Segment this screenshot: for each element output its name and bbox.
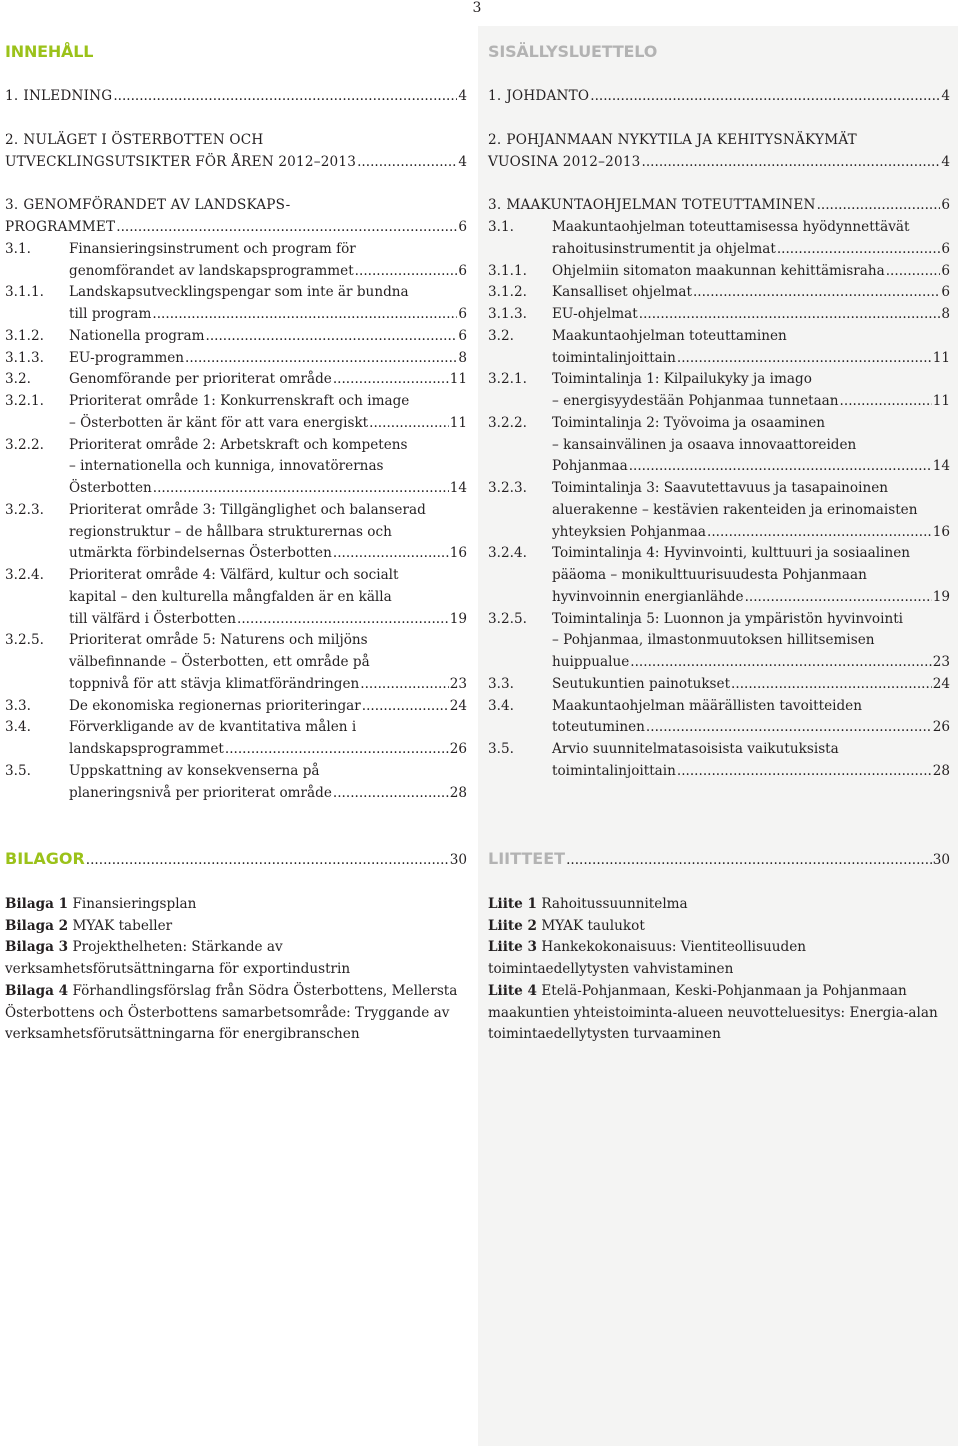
leader-dots — [369, 413, 449, 435]
toc-line — [5, 674, 467, 696]
section-title: Prioriterat område 4: Välfärd, kultur och socialt — [69, 567, 399, 583]
leader-dots — [693, 282, 940, 304]
toc-entry[interactable] — [488, 413, 950, 478]
toc-entry[interactable] — [5, 369, 467, 391]
section-title: landskapsprogrammet — [69, 741, 224, 757]
leader-dots — [566, 850, 932, 872]
toc-line — [5, 261, 467, 283]
toc-entry[interactable] — [5, 195, 467, 239]
toc-line — [488, 435, 950, 457]
section-number: 3.1. — [488, 219, 514, 235]
appendix-item[interactable] — [488, 981, 950, 1046]
section-title: pääoma – monikulttuurisuudesta Pohjanmaan — [552, 567, 867, 583]
toc-line — [488, 609, 950, 631]
appendix-label: Bilaga 3 — [5, 939, 69, 956]
section-title: Uppskattning av konsekvenserna på — [69, 762, 320, 779]
section-title: PROGRAMMET — [5, 219, 116, 235]
page-ref: 4 — [941, 88, 950, 104]
section-title: Landskapsutvecklingspengar som inte är bundna — [69, 284, 409, 301]
page-ref: 6 — [941, 240, 950, 257]
appendix-text: Rahoitussuunnitelma — [537, 895, 688, 912]
section-title: Prioriterat område 1: Konkurrenskraft och image — [69, 393, 410, 409]
toc-line — [5, 761, 467, 783]
leader-dots — [677, 761, 932, 783]
toc-line — [5, 783, 467, 805]
toc-line — [5, 652, 467, 674]
toc-line — [488, 543, 950, 565]
page-ref: 4 — [458, 88, 467, 104]
section-title: Toimintalinja 5: Luonnon ja ympäristön hyvinvointi — [552, 610, 904, 627]
leader-dots — [590, 86, 940, 108]
section-number: 1. — [488, 88, 502, 104]
toc-line — [488, 587, 950, 609]
toc-entry[interactable] — [5, 565, 467, 630]
section-title: Prioriterat område 5: Naturens och miljöns — [69, 632, 368, 649]
section-title: Prioriterat område 2: Arbetskraft och kompetens — [69, 436, 408, 453]
toc-line — [488, 86, 950, 108]
toc-line — [5, 522, 467, 544]
section-number: 3.1. — [5, 240, 31, 257]
section-title: – internationella och kunniga, innovatörernas — [69, 458, 384, 475]
section-title: yhteyksien Pohjanmaa — [552, 523, 707, 540]
leader-dots — [360, 674, 448, 696]
appendix-heading: LIITTEET — [488, 849, 566, 868]
leader-dots — [777, 239, 941, 261]
leader-dots — [237, 609, 449, 631]
section-number: 3. — [488, 197, 502, 214]
page-ref: 24 — [932, 675, 950, 692]
toc-entry[interactable] — [488, 369, 950, 413]
toc-line — [488, 696, 950, 718]
toc-entry[interactable] — [488, 696, 950, 740]
toc-entry[interactable] — [488, 261, 950, 283]
toc-entry[interactable] — [488, 217, 950, 261]
toc-entry[interactable] — [5, 435, 467, 500]
toc-entry[interactable] — [488, 543, 950, 608]
leader-dots — [639, 304, 941, 326]
section-title: Finansieringsinstrument och program för — [69, 240, 356, 257]
page-ref: 8 — [458, 349, 467, 366]
appendix-label: Liite 4 — [488, 982, 538, 999]
section-title: – Österbotten är känt för att vara energiskt — [69, 414, 369, 431]
toc-entry[interactable] — [488, 130, 950, 174]
toc-entry[interactable] — [488, 86, 950, 108]
page-number: 3 — [472, 0, 482, 16]
toc-entry[interactable] — [5, 348, 467, 370]
section-title: Maakuntaohjelman määrällisten tavoitteiden — [552, 697, 862, 714]
section-number: 3. — [5, 197, 19, 214]
toc-line — [5, 717, 467, 739]
page-ref: 24 — [449, 697, 467, 714]
leader-dots — [333, 783, 449, 805]
toc-line — [488, 282, 950, 304]
section-title: GENOMFÖRANDET AV LANDSKAPS- — [23, 197, 291, 214]
toc-line — [5, 478, 467, 500]
leader-dots — [206, 326, 458, 348]
section-number: 3.4. — [5, 719, 31, 736]
appendix-heading-line[interactable] — [5, 848, 467, 872]
section-title: Toimintalinja 3: Saavutettavuus ja tasapainoinen — [552, 480, 889, 496]
section-title: rahoitusinstrumentit ja ohjelmat — [552, 240, 776, 257]
page-ref: 6 — [458, 306, 467, 322]
toc-line — [488, 391, 950, 413]
toc-line — [488, 761, 950, 783]
section-number: 3.4. — [488, 697, 514, 714]
leader-dots — [886, 261, 941, 283]
toc-line — [5, 369, 467, 391]
appendix-label: Bilaga 2 — [5, 917, 69, 934]
leader-dots — [642, 152, 941, 174]
page-ref: 6 — [941, 197, 950, 214]
toc-entry[interactable] — [488, 304, 950, 326]
toc-entry[interactable] — [5, 282, 467, 326]
section-number: 3.2.1. — [5, 393, 44, 409]
appendix-item[interactable] — [5, 916, 467, 938]
page-ref: 19 — [449, 610, 467, 627]
section-number: 3.1.3. — [5, 349, 44, 366]
section-title: regionstruktur – de hållbara strukturernas och — [69, 523, 392, 540]
toc-entries-finnish — [488, 86, 950, 783]
section-title: Österbotten — [69, 480, 152, 496]
section-number: 3.2.1. — [488, 371, 527, 388]
page-ref: 23 — [932, 654, 950, 670]
toc-line — [5, 413, 467, 435]
toc-entry[interactable] — [488, 739, 950, 783]
leader-dots — [333, 543, 449, 565]
toc-finnish — [488, 42, 950, 783]
toc-line — [5, 609, 467, 631]
page-ref: 6 — [458, 327, 467, 344]
toc-entry[interactable] — [5, 500, 467, 565]
appendix-label: Liite 2 — [488, 917, 538, 934]
section-title: De ekonomiska regionernas prioriteringar — [69, 697, 361, 714]
toc-entry[interactable] — [488, 609, 950, 674]
section-number: 3.5. — [488, 741, 514, 757]
toc-entry[interactable] — [5, 326, 467, 348]
leader-dots — [152, 304, 457, 326]
section-title: Maakuntaohjelman toteuttamisessa hyödynnettävät — [552, 219, 910, 235]
leader-dots — [333, 369, 449, 391]
section-title: till välfärd i Österbotten — [69, 610, 237, 627]
appendix-item[interactable] — [5, 937, 467, 981]
section-number: 3.2.5. — [488, 610, 527, 627]
page-ref: 16 — [932, 523, 950, 540]
page-ref: 23 — [449, 675, 467, 692]
leader-dots — [153, 478, 449, 500]
appendix-text: MYAK tabeller — [68, 917, 173, 934]
toc-line — [488, 217, 950, 239]
section-title: JOHDANTO — [506, 88, 590, 104]
section-title: EU-ohjelmat — [552, 306, 638, 322]
page-ref: 6 — [458, 262, 467, 279]
toc-entry[interactable] — [5, 239, 467, 283]
leader-dots — [646, 717, 932, 739]
section-number: 3.1.1. — [5, 284, 44, 301]
toc-line — [5, 239, 467, 261]
page-ref: 11 — [449, 371, 467, 388]
toc-line — [5, 630, 467, 652]
toc-line — [5, 152, 467, 174]
toc-line — [488, 478, 950, 500]
toc-line — [488, 261, 950, 283]
leader-dots — [630, 652, 931, 674]
toc-line — [488, 239, 950, 261]
section-number: 3.5. — [5, 762, 31, 779]
section-number: 3.3. — [5, 697, 31, 714]
section-title: Arvio suunnitelmatasoisista vaikutuksista — [552, 741, 839, 757]
section-title: Ohjelmiin sitomaton maakunnan kehittämisraha — [552, 262, 885, 279]
leader-dots — [840, 391, 932, 413]
section-title: MAAKUNTAOHJELMAN TOTEUTTAMINEN — [506, 197, 816, 214]
page-ref: 11 — [932, 393, 950, 409]
toc-entries-swedish — [5, 86, 467, 804]
page-ref: 28 — [932, 762, 950, 779]
toc-line — [5, 282, 467, 304]
toc-line — [5, 543, 467, 565]
page-ref: 28 — [449, 784, 467, 801]
section-number: 3.2. — [488, 327, 514, 344]
section-title: toteutuminen — [552, 719, 645, 736]
section-title: EU-programmen — [69, 349, 185, 366]
section-title: NULÄGET I ÖSTERBOTTEN OCH — [23, 131, 264, 148]
toc-line — [5, 435, 467, 457]
toc-line — [488, 369, 950, 391]
section-title: Pohjanmaa — [552, 458, 628, 475]
toc-entry[interactable] — [488, 674, 950, 696]
toc-line — [5, 348, 467, 370]
leader-dots — [629, 456, 932, 478]
toc-line — [5, 217, 467, 239]
section-number: 3.1.1. — [488, 262, 527, 279]
appendix-page: 30 — [932, 852, 950, 868]
toc-line — [488, 326, 950, 348]
section-title: – kansainvälinen ja osaava innovaattoreiden — [552, 436, 857, 453]
toc-line — [5, 304, 467, 326]
section-number: 3.2.4. — [5, 567, 44, 583]
toc-entry[interactable] — [5, 696, 467, 718]
appendix-text: Hankekokonaisuus: Vientiteollisuuden toimintaedellytysten vahvistaminen — [488, 939, 807, 977]
appendix-label: Bilaga 1 — [5, 895, 69, 912]
section-number: 3.2. — [5, 371, 31, 388]
appendix-text: Etelä-Pohjanmaan, Keski-Pohjanmaan ja Pohjanmaan maakuntien yhteistoiminta-alueen neuvotteluesitys: Energia-alan toimintaedellytysten turvaaminen — [488, 982, 938, 1043]
page-ref: 6 — [458, 219, 467, 235]
toc-line — [488, 195, 950, 217]
leader-dots — [357, 152, 457, 174]
appendix-heading-line[interactable] — [488, 848, 950, 872]
toc-heading-finnish: SISÄLLYSLUETTELO — [488, 42, 658, 61]
appendix-label: Liite 1 — [488, 895, 538, 912]
page-ref: 26 — [932, 719, 950, 736]
leader-dots — [817, 195, 941, 217]
toc-line — [5, 326, 467, 348]
appendix-item[interactable] — [5, 981, 467, 1046]
section-title: POHJANMAAN NYKYTILA JA KEHITYSNÄKYMÄT — [506, 131, 857, 148]
toc-line — [5, 565, 467, 587]
toc-line — [488, 739, 950, 761]
section-title: Seutukuntien painotukset — [552, 675, 731, 692]
section-title: toimintalinjoittain — [552, 762, 676, 779]
section-title: – Pohjanmaa, ilmastonmuutoksen hillitsemisen — [552, 632, 875, 649]
page-ref: 8 — [941, 306, 950, 322]
toc-line — [488, 630, 950, 652]
toc-line — [488, 565, 950, 587]
leader-dots — [116, 217, 457, 239]
appendix-item[interactable] — [488, 937, 950, 981]
section-title: hyvinvoinnin energianlähde — [552, 588, 744, 605]
section-number: 3.2.2. — [5, 436, 44, 453]
toc-line — [5, 130, 467, 152]
toc-entry[interactable] — [5, 86, 467, 108]
leader-dots — [745, 587, 932, 609]
section-title: utmärkta förbindelsernas Österbotten — [69, 545, 332, 562]
page-ref: 14 — [449, 480, 467, 496]
toc-swedish — [5, 42, 467, 804]
page-ref: 11 — [449, 414, 467, 431]
section-title: genomförandet av landskapsprogrammet — [69, 262, 354, 279]
section-title: toimintalinjoittain — [552, 349, 676, 366]
toc-line — [488, 674, 950, 696]
toc-line — [5, 86, 467, 108]
page-ref: 19 — [932, 588, 950, 605]
appendix-text: Finansieringsplan — [68, 895, 197, 912]
toc-line — [5, 696, 467, 718]
page-ref: 4 — [941, 153, 950, 170]
leader-dots — [225, 739, 449, 761]
leader-dots — [355, 261, 458, 283]
appendix-label: Liite 3 — [488, 939, 538, 956]
appendix-swedish — [5, 848, 467, 1046]
section-title: Kansalliset ohjelmat — [552, 284, 692, 301]
leader-dots — [731, 674, 932, 696]
section-title: huippualue — [552, 654, 630, 670]
toc-line — [488, 456, 950, 478]
page-ref: 16 — [449, 545, 467, 562]
appendix-finnish — [488, 848, 950, 1046]
page-ref: 14 — [932, 458, 950, 475]
section-title: Maakuntaohjelman toteuttaminen — [552, 327, 787, 344]
section-title: Nationella program — [69, 327, 205, 344]
section-title: Toimintalinja 4: Hyvinvointi, kulttuuri ja sosiaalinen — [552, 545, 911, 562]
section-title: toppnivå för att stävja klimatförändringen — [69, 675, 360, 692]
appendix-list-swedish — [5, 894, 467, 1046]
section-title: aluerakenne – kestävien rakenteiden ja erinomaisten — [552, 501, 918, 518]
section-title: välbefinnande – Österbotten, ett område på — [69, 654, 370, 670]
toc-line — [488, 304, 950, 326]
section-number: 3.2.3. — [488, 480, 527, 496]
section-title: Prioriterat område 3: Tillgänglighet och balanserad — [69, 501, 426, 518]
toc-line — [488, 522, 950, 544]
toc-entry[interactable] — [488, 282, 950, 304]
section-number: 3.1.3. — [488, 306, 527, 322]
section-number: 3.2.2. — [488, 414, 527, 431]
appendix-label: Bilaga 4 — [5, 982, 69, 999]
section-title: Genomförande per prioriterat område — [69, 371, 332, 388]
leader-dots — [707, 522, 932, 544]
toc-line — [5, 195, 467, 217]
section-title: till program — [69, 306, 152, 322]
leader-dots — [113, 86, 457, 108]
appendix-item[interactable] — [488, 916, 950, 938]
toc-line — [488, 652, 950, 674]
toc-line — [488, 500, 950, 522]
section-number: 3.2.4. — [488, 545, 527, 562]
page-ref: 6 — [941, 284, 950, 301]
toc-line — [488, 348, 950, 370]
section-title: planeringsnivå per prioriterat område — [69, 784, 332, 801]
toc-line — [488, 413, 950, 435]
toc-heading-swedish: INNEHÅLL — [5, 42, 94, 61]
section-title: UTVECKLINGSUTSIKTER FÖR ÅREN 2012–2013 — [5, 153, 357, 170]
section-number: 3.3. — [488, 675, 514, 692]
toc-entry[interactable] — [488, 478, 950, 543]
toc-entry[interactable] — [488, 326, 950, 370]
toc-entry[interactable] — [5, 717, 467, 761]
toc-entry[interactable] — [5, 761, 467, 805]
section-number: 2. — [488, 131, 502, 148]
toc-entry[interactable] — [5, 630, 467, 695]
section-number: 3.1.2. — [5, 327, 44, 344]
section-number: 1. — [5, 88, 19, 104]
section-title: Toimintalinja 1: Kilpailukyky ja imago — [552, 371, 812, 388]
appendix-text: MYAK taulukot — [537, 917, 645, 934]
appendix-text: Projekthelheten: Stärkande av verksamhetsförutsättningarna för exportindustrin — [5, 939, 351, 977]
toc-line — [5, 391, 467, 413]
appendix-item[interactable] — [5, 894, 467, 916]
toc-line — [5, 456, 467, 478]
page-ref: 6 — [941, 262, 950, 279]
toc-entry[interactable] — [488, 195, 950, 217]
section-number: 3.2.5. — [5, 632, 44, 649]
section-title: Förverkligande av de kvantitativa målen i — [69, 719, 357, 736]
appendix-heading: BILAGOR — [5, 849, 85, 868]
toc-line — [5, 500, 467, 522]
page-ref: 26 — [449, 741, 467, 757]
appendix-list-finnish — [488, 894, 950, 1046]
toc-entry[interactable] — [5, 130, 467, 174]
leader-dots — [86, 850, 449, 872]
toc-line — [5, 739, 467, 761]
section-title: – energisyydestään Pohjanmaa tunnetaan — [552, 393, 839, 409]
toc-line — [488, 130, 950, 152]
leader-dots — [185, 348, 457, 370]
section-number: 3.1.2. — [488, 284, 527, 301]
page-ref: 4 — [458, 153, 467, 170]
section-title: Toimintalinja 2: Työvoima ja osaaminen — [552, 414, 826, 431]
toc-line — [488, 717, 950, 739]
toc-line — [5, 587, 467, 609]
toc-line — [488, 152, 950, 174]
toc-entry[interactable] — [5, 391, 467, 435]
appendix-text: Förhandlingsförslag från Södra Österbottens, Mellersta Österbottens och Österbottens samarbetsområde: Tryggande av verksamhetsförutsättningarna för energibranschen — [5, 982, 458, 1043]
section-number: 3.2.3. — [5, 501, 44, 518]
leader-dots — [362, 696, 449, 718]
appendix-item[interactable] — [488, 894, 950, 916]
section-title: kapital – den kulturella mångfalden är en källa — [69, 588, 392, 605]
page-ref: 11 — [932, 349, 950, 366]
leader-dots — [677, 348, 932, 370]
appendix-page: 30 — [449, 852, 467, 868]
section-number: 2. — [5, 131, 19, 148]
section-title: VUOSINA 2012–2013 — [488, 153, 641, 170]
section-title: INLEDNING — [23, 88, 113, 104]
